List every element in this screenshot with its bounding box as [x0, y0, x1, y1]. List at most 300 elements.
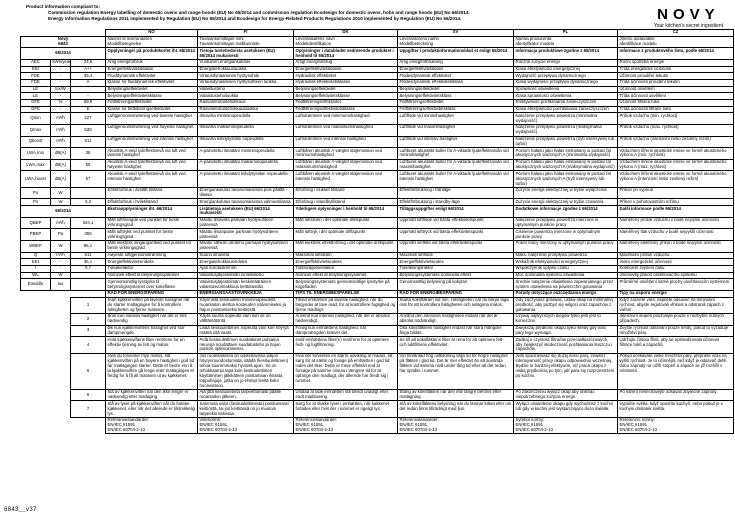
parameter-description: Energiankulutus tavanomaisessa valmiustilassa — [198, 199, 294, 206]
advice-text: Po vaření nenechávejte odsavač zbytečně zapnutý. — [618, 389, 734, 401]
parameter-description: Årligt energiforbrug — [294, 59, 398, 66]
language-header: NO — [106, 30, 198, 37]
advice-row — [21, 401, 734, 418]
parameter-unit: - — [51, 93, 71, 100]
parameter-row — [21, 252, 734, 259]
parameter-description: A-painotettu ilmaääni kiihdytystilan nopeudella — [198, 171, 294, 188]
parameter-description: Ciśnienie powietrza mierzone w optymalnym punkcie pracy — [514, 229, 618, 241]
parameter-unit: m³/h — [51, 252, 71, 259]
parameter-description: Valaistusteho — [198, 86, 294, 93]
parameter-description: Účinnost filtrace tuků — [618, 100, 734, 107]
parameter-description: Energieffektivitetsindeks — [106, 259, 198, 266]
advice-text: Po zakończeniu wyłącz okap aby uniknąć niepotrzebnego zużycia energii. — [514, 389, 618, 401]
advice-text: Pidä liesituulettimen suodattimet puhtaina neuvoja noudattaen suodatusteho ja hajun poiston optimoimiseksi. — [198, 337, 294, 354]
model-row — [21, 36, 734, 48]
advice-text: Använd den intensiva hastigheten endast när det är absolut nödvändigt. — [398, 314, 514, 326]
parameter-symbol: FDE — [21, 73, 51, 80]
parameter-unit: W — [51, 272, 71, 279]
standard: EN/IEC 61591 — [107, 422, 135, 428]
advice-title: RÅD FÖR ENERGIBESPARING — [398, 290, 514, 297]
parameter-value: 36,1 — [71, 259, 106, 266]
parameter-value: 57 — [71, 171, 106, 188]
cell — [21, 314, 71, 326]
advice-text: Hvis du forventer mye matos, slå kjøkkenviften på en høyere hastighet i god tid før matlagingen starter. Dette er bedre enn å la kjøkkenviften gå lenge etter matlagingen er ferdig for å få all matosen ut av kjøkkenet. — [106, 353, 198, 389]
parameter-unit: W — [51, 187, 71, 199]
advice-row — [21, 314, 734, 326]
parameter-description: Akustisk A-veid lydeffektsnivå via luft ved høyeste hastighet — [106, 159, 198, 171]
section-title: Opplysninger på produktkortet iht. 65/2014 — [106, 48, 198, 60]
parameter-description: Třída energetické účinnosti — [618, 66, 734, 73]
parameter-description: Nominell effekt til belysningssystemet — [106, 272, 198, 279]
parameter-row — [21, 159, 734, 171]
parameter-description: Virtausdynaamisen hyötysuhteen luokka — [198, 79, 294, 86]
parameter-description: Klasse for fettfiltreringseffektivitet — [106, 106, 198, 113]
parameter-row — [21, 240, 734, 252]
model-id-label: Modellbeteckning — [399, 40, 433, 46]
parameter-description: A-painotettu ilmaääni miniminopeudella — [198, 148, 294, 160]
advice-text: Gdy zaczynasz gotować, ustaw okap na minimalną prędkość, aby pozbyć się wilgoci oraz zapachów z gotowania. — [514, 297, 618, 314]
standard: EN/IEC 60704-2-13 — [399, 427, 438, 433]
parameter-unit: W — [51, 199, 71, 206]
parameter-description: Belysningseffektivitet — [106, 86, 198, 93]
parameter-description: Klasa efektywności pochłaniania zanieczyszczeń — [514, 106, 618, 113]
parameter-description: Årlig energiförbrukning — [398, 59, 514, 66]
parameter-description: Belysningssystemets gennemsnitlige lysstyrke på kogefladen — [294, 279, 398, 291]
parameter-description: Belysningssystemets nominella effekt — [398, 272, 514, 279]
supplier-model-label — [294, 36, 398, 48]
advice-row — [21, 297, 734, 314]
advice-number: 7 — [71, 401, 106, 418]
parameter-unit: lux/W — [51, 86, 71, 93]
reference-title: Referensstandarder: — [399, 417, 439, 423]
advice-row — [21, 353, 734, 389]
parameter-description: Sprawność oświetlenia — [514, 86, 618, 93]
model-id-label: Modellbetegnelse — [107, 40, 142, 46]
advice-title: ENERGIANSÄÄSTÖVINKKEJÄ — [198, 290, 294, 297]
parameter-description: Naměřený elektrický příkon v bodě nejvyšší účinnosti — [618, 240, 734, 252]
parameter-value: 344,1 — [71, 217, 106, 229]
parameter-row — [21, 279, 734, 291]
parameter-description: Flödesdynamisk effektivitet — [398, 73, 514, 80]
parameter-description: Tidsforøgelsesfaktor — [294, 265, 398, 272]
reference-standards — [514, 417, 618, 434]
reference-title: Referencestandarder: — [295, 417, 338, 423]
language-header: FI — [198, 30, 294, 37]
parameter-description: Luftbåren akustisk A-vægtet støjemission ved minimumshastighed — [294, 148, 398, 160]
parameter-symbol: Qmax — [21, 124, 51, 136]
parameter-description: Elforbrug i standbytilstand — [294, 199, 398, 206]
parameter-description: Účinnost osvětlení — [618, 86, 734, 93]
standard: EN/IEC 61591 — [399, 422, 427, 428]
reference-standards — [198, 417, 294, 434]
parameter-description: Valaistusjärjestelmän keskimääräinen valaistusvoimakkuus keittotasolla — [198, 279, 294, 291]
parameter-description: Akustisk A-veid lydeffektsnivå via luft ved laveste hastighet — [106, 148, 198, 160]
parameter-description: Effektförbrukning i standby-läge — [398, 199, 514, 206]
parameter-description: Målt lufttrykk ved punktet for beste virkningsgrad — [106, 229, 198, 241]
parameter-value: E — [71, 106, 106, 113]
parameter-value: 0,7 — [71, 265, 106, 272]
advice-text: Lisää liesituulettimen nopeutta vain kun höyryä määrä sitä vaatii. — [198, 325, 294, 337]
parameter-row — [21, 86, 734, 93]
parameter-description: Natężenie przepływu powietrza mierzone w optymalnym punkcie pracy — [514, 217, 618, 229]
parameter-description: Maksimal luftstrøm — [294, 252, 398, 259]
parameter-description: Klasa wydajności przepływu dynamicznego — [514, 79, 618, 86]
parameter-symbol: Qboost — [21, 136, 51, 148]
parameter-description: Ilmavirta kiihdytystilan nopeudella — [198, 136, 294, 148]
parameter-value: 36 — [71, 148, 106, 160]
section-title: Uppgifter i produktinformationsblad et enligt 65/2014 — [398, 48, 514, 60]
parameter-row — [21, 229, 734, 241]
parameter-description: Poziom hałasu jako hałas emitowany w postaci fal akustycznych ważonych A (minimalna wydajność) — [514, 148, 618, 160]
parameter-description: Efektywność pochłaniania zanieczyszczeń — [514, 100, 618, 107]
parameter-description: Fettfiltreringseffektivitet — [398, 100, 514, 107]
standard: EN/IEC 61591 — [295, 422, 323, 428]
advice-title: RÅD FOR ENERGISPARING — [106, 290, 198, 297]
advice-text: Udržujte čistotu filtrů, aby se optimalizovala účinnost filtrace tuků a zápachů. — [618, 337, 734, 354]
parameter-unit: - — [51, 73, 71, 80]
model-id-label: Tavarantoimittajan mallitunniste — [199, 40, 260, 46]
parameter-description: Fettfiltreringseffektivitet — [106, 100, 198, 107]
parameter-description: Energiatehokkuusluokka — [198, 66, 294, 73]
parameter-row — [21, 66, 734, 73]
advice-text: Bruk kun intensiv hastighet når det er helt nødvendig — [106, 314, 198, 326]
supplier-model-label — [398, 36, 514, 48]
reference-title: Symbol normy: — [515, 417, 545, 423]
novy-logo — [654, 6, 723, 29]
advice-row — [21, 389, 734, 401]
language-header: CZ — [618, 30, 734, 37]
parameter-description: Jmenovitý příkon osvětlovacího systému — [618, 272, 734, 279]
parameter-description: Høyeste luftgjennomstrømning — [106, 252, 198, 259]
parameter-row — [21, 171, 734, 188]
parameter-description: Pobór mocy mierzony w optymalnym punkcie pracy — [514, 240, 618, 252]
parameter-description: Ilmavirta maksiminopeudella — [198, 124, 294, 136]
parameter-description: Účinnost proudění tekutin — [618, 73, 734, 80]
parameter-description: Klasse for fluiddynamisk effektivitet — [106, 79, 198, 86]
parameter-symbol: LWA,min — [21, 148, 51, 160]
section-title: Oplysninger i databladet vedrørende produktet i henhold til 65/2014 — [294, 48, 398, 60]
parameter-symbol: GFE — [21, 106, 51, 113]
advice-text: Intenzivní stupeň používejte pouze v nezbytně nutných případech. — [618, 314, 734, 326]
parameter-unit: - — [51, 106, 71, 113]
parameter-description: Belysningseffektivitetsklasse — [294, 93, 398, 100]
parameter-description: Rasvanerotustehokkuus — [198, 100, 294, 107]
standard: EN/IEC 60704-2-13 — [295, 427, 334, 433]
section-title: Tietoja tuotetiedoista asetuksen (EU) 65/2014 mukaisesti — [198, 48, 294, 60]
advice-text: Stäng av köksfläkten när den inte längre behövs efter matlagning. — [398, 389, 514, 401]
parameter-value: 355 — [71, 229, 106, 241]
parameter-value: 227 — [71, 113, 106, 125]
parameter-description: Effektforbruk i avslått tilstand — [106, 187, 198, 199]
parameter-description: Luftstrømmen ved intensiv hastighed — [294, 136, 398, 148]
parameter-description: Wskaźnik efektywności energetycznej — [514, 259, 618, 266]
intro-title: Product information compliant to: — [26, 4, 101, 9]
parameter-description: Effektforbruk i hviletilstand — [106, 199, 198, 206]
parameter-description: Energieffektivitetsklass — [398, 66, 514, 73]
parameter-description: Energiatehokkuusindeksi — [198, 259, 294, 266]
advice-text: Pokud očekáváte velké množství páry, přepněte včas na vyšší rychlost. Je to účinnější, než když je odsavač delší dobu zapnutý na nižší stupeň a zápach se již rozšířil v místnosti. — [618, 353, 734, 389]
parameter-symbol: GFE — [21, 100, 51, 107]
parameter-description: Energiankulutus tavanomaisessa pois päältä -tilassa — [198, 187, 294, 199]
cell — [21, 353, 71, 389]
standard: EN/IEC 61591 — [199, 422, 227, 428]
parameter-row — [21, 217, 734, 229]
parameter-description: Valaistusjärjestelmän nimellisteho — [198, 272, 294, 279]
parameter-description: Moc nominalna systemu oświetlenia — [514, 272, 618, 279]
parameter-description: Målt elektrisk effektforbrug i det optimale driftspunkt — [294, 240, 398, 252]
advice-text: Slå av lyset på kjøkkenviften når du forlater kjøkkenet, eller når det allerede er tilstrekkelig lys. — [106, 401, 198, 418]
parameter-description: Příkon v pohotovostním režimu — [618, 199, 734, 206]
advice-text: Zadbaj o czystość filtra/ów przeciwtłuszczowych, aby zwiększyć skuteczność pochłaniania tłuszczu i zapachów. — [514, 337, 618, 354]
parameter-description: Energieffektivitetsindeks — [294, 259, 398, 266]
parameter-row — [21, 124, 734, 136]
advice-text: Sørg for at slukke lyset i emhætten, når køkkenet forlades eller hvis der i rummet er rigeligt lys. — [294, 401, 398, 418]
parameter-symbol: EEI — [21, 66, 51, 73]
parameter-description: Roční spotřeba energie — [618, 59, 734, 66]
supplier-label: Navnet til leverandøren — [107, 36, 152, 42]
parameter-symbol: Emiddle — [21, 279, 51, 291]
parameter-description: Vuotuinen energiankulutus — [198, 59, 294, 66]
parameter-unit: m³/h — [51, 217, 71, 229]
intro-line-2: Energy Information Regulations 2011 implemented by Regulation (EU) No 65/2014 and Ecodesign for Energy-Related Products Regulations 2010 implemented by Regulation (EU) No 66/2014. — [48, 16, 462, 21]
parameter-description: Natężenie przepływu powietrza (maksymalna wydajność) — [514, 124, 618, 136]
parameter-unit: m³/h — [51, 124, 71, 136]
advice-text: Älä jätä liesituuletinta tarpeettomasti päälle ruoanlaiton jälkeen. — [198, 389, 294, 401]
advice-text: Slå av kjøkkenviften når den ikke lenger er nødvendig etter matlaging. — [106, 389, 198, 401]
parameter-symbol: Q — [21, 252, 51, 259]
parameter-description: Fedtfiltreringseffektivitetsklasse — [294, 106, 398, 113]
parameter-description: Luftgjennomstrømning ved høyeste hastighet — [106, 124, 198, 136]
parameter-value: 55 — [71, 159, 106, 171]
advice-row — [21, 337, 734, 354]
parameter-description: Luftstrømmen ved minimumshastighed — [294, 113, 398, 125]
supplier-label: Jméno dodavatele — [619, 36, 655, 42]
parameter-description: Maximální průtok vzduchu — [618, 252, 734, 259]
advice-title: Porady dotyczące oszczędzania energii — [514, 290, 618, 297]
parameter-unit: dB(A) — [51, 159, 71, 171]
parameter-symbol: Qmin — [21, 113, 51, 125]
parameter-description: Luftflöde vid maximihastighet — [398, 124, 514, 136]
parameter-description: Roczne zużycie energii — [514, 59, 618, 66]
parameter-description: Zużycie energii elektrycznej w trybie wyłączenia — [514, 187, 618, 199]
supplier-label: Leverandørens navn — [295, 36, 335, 42]
parameter-description: Zużycie energii elektrycznej w trybie czuwania — [514, 199, 618, 206]
parameter-unit: - — [51, 66, 71, 73]
parameter-description: Poziom hałasu jako hałas emitowany w postaci fal akustycznych ważonych A (tryb intensywny lub turbo) — [514, 171, 618, 188]
advice-text: Käynnistä liesituuletin miniminopeudella ruoanlaiton alettua kosteuden valvomiseksi ja hajun poistamiseksi keittiöstä. — [198, 297, 294, 314]
cell — [21, 337, 71, 354]
parameter-description: Třída účinnosti filtrace tuků — [618, 106, 734, 113]
advice-text: Øk kun kjøkkenviftens hastighet ved stor dampmengde. — [106, 325, 198, 337]
supplier-model-label — [198, 36, 294, 48]
supplier-model-label — [514, 36, 618, 48]
advice-text: Vypněte světla, když opustíte kuchyň, nebo pokud je v kuchyni dostatek světla. — [618, 401, 734, 418]
parameter-unit: Pa — [51, 229, 71, 241]
parameter-description: Målt luftstrøm i det optimale driftspunkt — [294, 217, 398, 229]
advice-text: Hold kjøkkenviftens filter rent/rene for en effektiv fjerning av fett og matos. — [106, 337, 198, 354]
parameter-description: Målt lufttryk i det optimale driftspunkt — [294, 229, 398, 241]
advice-text: Hold emhættens filter(e) rent/rene for at optimere fedt- og lugtfiltrering. — [294, 337, 398, 354]
intro-line-1: Commission regulation Energy labelling of domestic ovens and range hoods (EU) No 65/2014 and commission regulation Ecodesign for domestic ovens, hobs and range hoods (EU) No 66/2014. — [48, 10, 470, 15]
parameter-description: Klasa sprawności oświetlenia — [514, 93, 618, 100]
advice-number: 1 — [71, 297, 106, 314]
advice-text: Vid förväntad hög ostbildning välja tid för högre hastighet på fläkten i god tid. Det är mer effektivt än att använda fläkten vid samma nivå under lång tid efter att det redan har spridits i rummet. — [398, 353, 514, 389]
advice-text: Öka köksfläktens hastighet endast när stora mängder ånga bildas. — [398, 325, 514, 337]
section-header-rows66 — [21, 206, 734, 218]
regulation-label: 65/2014 — [21, 48, 106, 60]
parameter-symbol: FDE — [21, 79, 51, 86]
parameter-description: Průtok vzduchu (min. rychlost) — [618, 113, 734, 125]
parameter-row — [21, 272, 734, 279]
parameter-symbol: LE — [21, 93, 51, 100]
parameter-symbol: Ps — [21, 199, 51, 206]
parameter-row — [21, 136, 734, 148]
standard: EN/IEC 60704-2-13 — [107, 427, 146, 433]
parameter-symbol: QBEP — [21, 217, 51, 229]
parameter-description: Luftstrømmen ved maksimumshastighed — [294, 124, 398, 136]
parameter-description: Třída účinnosti proudění tekutin — [618, 79, 734, 86]
parameter-description: Belysningseffektivitet — [398, 86, 514, 93]
parameter-description: Uppmätt ineffekt vid bästa effektivitetspunkt — [398, 240, 514, 252]
parameter-unit: - — [51, 259, 71, 266]
cell — [21, 325, 71, 337]
advice-number: 3 — [71, 325, 106, 337]
parameter-description: Flödesdynamisk effektivitetsklass — [398, 79, 514, 86]
standard: EN/IEC 60704-2-13 — [199, 427, 238, 433]
advice-text: Jos ruoanlaitossa on odotettavissa paljon höyrynmuodostumista, säädä (liesituulettimen) tehoa suuremmaksi hyvissä ajoin. Se on tehokkaampi tapa kuin liesituulettimen käyttäminen jälkikäteen poistamaan ilmasta loppuhajuja, jotka on jo ehtinyt levitä koko huoneistoon. — [198, 353, 294, 389]
parameter-description: Naměřený tlak vzduchu v bodě nejvyšší účinnosti — [618, 229, 734, 241]
advice-text: Undlad at lade emhætten stå tændt unødigt efter endt madlavning. — [294, 389, 398, 401]
section-title: Yderligere oplysninger i henhold til 66/2014 — [294, 206, 398, 218]
parameter-symbol: f — [21, 265, 51, 272]
parameter-description: Genomsnittlig belysning på kokytan — [398, 279, 514, 291]
parameter-symbol: LWA,boost — [21, 171, 51, 188]
supplier-label: Nazwa producenta — [515, 36, 552, 42]
advice-text: Starta köksfläkten vid min. Hastigheten när du börjar laga mat för att kontrollera fuktigheten och avlägsna matos. — [398, 297, 514, 314]
parameter-value: 35,4 — [71, 73, 106, 80]
reference-standards — [294, 417, 398, 434]
parameter-description: Luftburet akustiskt buller för A-viktade ljudeffektsnivån vid intensiv hastighet — [398, 171, 514, 188]
parameter-row — [21, 199, 734, 206]
parameter-unit: % — [51, 100, 71, 107]
parameter-unit: dB(A) — [51, 171, 71, 188]
section-title: Lisätietoja asetuksen (EU) 66/2014 mukaisesti — [198, 206, 294, 218]
parameter-description: Tidsøkefaktor — [106, 265, 198, 272]
parameter-description: Vzduchem šířené akustické emise ve formě akustického výkonu A (intenzivní nebo zesílený režim) — [618, 171, 734, 188]
advice-text: Anvend kun intensiv hastighed, når det er absolut nødvendigt. — [294, 314, 398, 326]
parameter-description: Mitattu ilmavirta parhaan hyötysuhteen pisteessä — [198, 217, 294, 229]
parameter-description: Luftflöde vid minimihastighet — [398, 113, 514, 125]
cell — [21, 401, 71, 418]
parameter-value: - — [71, 93, 106, 100]
parameter-description: Fluiddynamisk effektivitet — [106, 73, 198, 80]
advice-text: Start kjøkkenviften på laveste hastighet når du starter matlagingen for å kontrollere fuktigheten og fjerne matosen. — [106, 297, 198, 314]
parameter-description: Vzduchem šířené akustické emise ve formě akustického výkonu A (min. rychlost) — [618, 148, 734, 160]
parameter-description: Fettfiltreringseffektivitetsklass — [398, 106, 514, 113]
parameter-value — [71, 279, 106, 291]
section-title: Informacja produktowe zgodne z 65/2014 — [514, 48, 618, 60]
parameter-row — [21, 187, 734, 199]
parameter-value: A++ — [71, 66, 106, 73]
parameter-description: Třída účinnosti osvětlení — [618, 93, 734, 100]
reference-title: Referenční normy: — [619, 417, 655, 423]
parameter-symbol: Po — [21, 187, 51, 199]
parameter-description: Energieffektivitetsindex — [398, 259, 514, 266]
parameter-description: Průtok vzduchu (max. rychlost) — [618, 124, 734, 136]
parameter-unit: kWh/year — [52, 59, 71, 65]
parameter-description: Valaistustehoiluokka — [198, 93, 294, 100]
reference-standards — [106, 417, 198, 434]
section-title: Dodatkowe informacje zgodne z 66/2014 — [514, 206, 618, 218]
advice-text: Slå av köksfläktens belysning när du lämnar köket eller om det redan finns tillräckligt med ljus. — [398, 401, 514, 418]
parameter-description: Poziom hałasu jako hałas emitowany w postaci fal akustycznych ważonych A (maksymalna wydajność) — [514, 159, 618, 171]
parameter-symbol: AEC — [21, 59, 51, 66]
reference-standards — [398, 417, 514, 434]
advice-number: 5 — [71, 353, 106, 389]
parameter-description: Luftgjennomstrømning ved intensiv hastighet — [106, 136, 198, 148]
reference-standards — [618, 417, 734, 434]
standard: EN/IEC 61591 — [515, 422, 543, 428]
advice-row — [21, 325, 734, 337]
advice-text: Zvyšte rychlost odsávání pouze tehdy, pokud to vyžaduje množství páry. — [618, 325, 734, 337]
language-header: PL — [514, 30, 618, 37]
parameter-unit: W — [51, 240, 71, 252]
parameter-unit: dB(A) — [51, 148, 71, 160]
parameter-unit: - — [51, 79, 71, 86]
parameter-symbol: LE — [21, 86, 51, 93]
parameter-value: 24,6 — [71, 59, 106, 66]
parameter-description: Effektförbrukning i frånläge — [398, 187, 514, 199]
language-header: SV — [398, 30, 514, 37]
parameter-row — [21, 113, 734, 125]
parameter-value — [71, 187, 106, 199]
parameter-description: Uppmätt lufttryck vid bästa effektivitetspunkt — [398, 229, 514, 241]
parameter-description: Mitattu sähkön ottoteho parhaan hyötysuhteen pisteessä — [198, 240, 294, 252]
section-title: Tilläggsuppgifter enligt 66/2014 — [398, 206, 514, 218]
parameter-description: Elforbrug i slukket tilstand — [294, 187, 398, 199]
parameter-description: Belysningseffektivitetsklass — [398, 93, 514, 100]
parameter-description: Energieffektivitetsklasse — [106, 66, 198, 73]
parameter-row — [21, 106, 734, 113]
parameter-description: Luftbåren akustisk A-vægtet støjemission ved maksimumshastighed — [294, 159, 398, 171]
intro — [26, 4, 470, 22]
model-number: 6843 — [58, 40, 68, 46]
parameter-description: Koeficient zvýšení času — [618, 265, 734, 272]
parameter-value: 96,1 — [71, 240, 106, 252]
supplier-label: Leverantörens namn — [399, 36, 439, 42]
advice-text: Zwiększaj prędkość okapu tylko wtedy gdy ilość pary tego wymaga. — [514, 325, 618, 337]
parameter-value: A — [71, 79, 106, 86]
section-title: Ekstraopplysninger iht. 66/2014 — [106, 206, 198, 218]
document-code: 6843__v37 — [4, 506, 37, 513]
parameter-description: Tidsökningsfaktor — [398, 265, 514, 272]
supplier-label: Tavarantoimittajan nimi — [199, 36, 244, 42]
parameter-value: 59,9 — [71, 100, 106, 107]
parameter-description: Klasa efektywności energetycznej — [514, 66, 618, 73]
advice-text: Jeśli spodziewasz się dużej ilości pary, zwiększ intensywność pracy okapu odpowiednio wcześniej. Będzie to bardziej efektywne, niż praca okapu z niską prędkością po tym, jak para się rozprzestrzeni po kuchni. — [514, 353, 618, 389]
model-id-label: Identifikace modelu — [619, 40, 657, 46]
language-header: DK — [294, 30, 398, 37]
advice-text: Hvis der forventes en større udvikling af mados, så sørg for at sætte og forøge på emhætten i god tid inden det sker. Dette er mere effektivt end at forsøge på samme niveau i længere tid for at opfange den madlugt, der allerede har bredt sig i rummet. — [294, 353, 398, 389]
supplier-model-label — [106, 36, 198, 48]
advice-text: Tænd emhætten på laveste hastighed, når du begynder at lave mad, for at kontrollere fugtighed og fjerne madlugt. — [294, 297, 398, 314]
parameter-description: Wydajność przepływu dynamicznego — [514, 73, 618, 80]
brand: Novy — [57, 36, 69, 42]
model-name — [21, 36, 106, 48]
parameter-description: Nominel effekt af belysningssystemet — [294, 272, 398, 279]
section-title: Informace z produktového listu, podle 65/2014 — [618, 48, 734, 60]
parameter-description: Virtausdynaaminen hyötysuhde — [198, 73, 294, 80]
